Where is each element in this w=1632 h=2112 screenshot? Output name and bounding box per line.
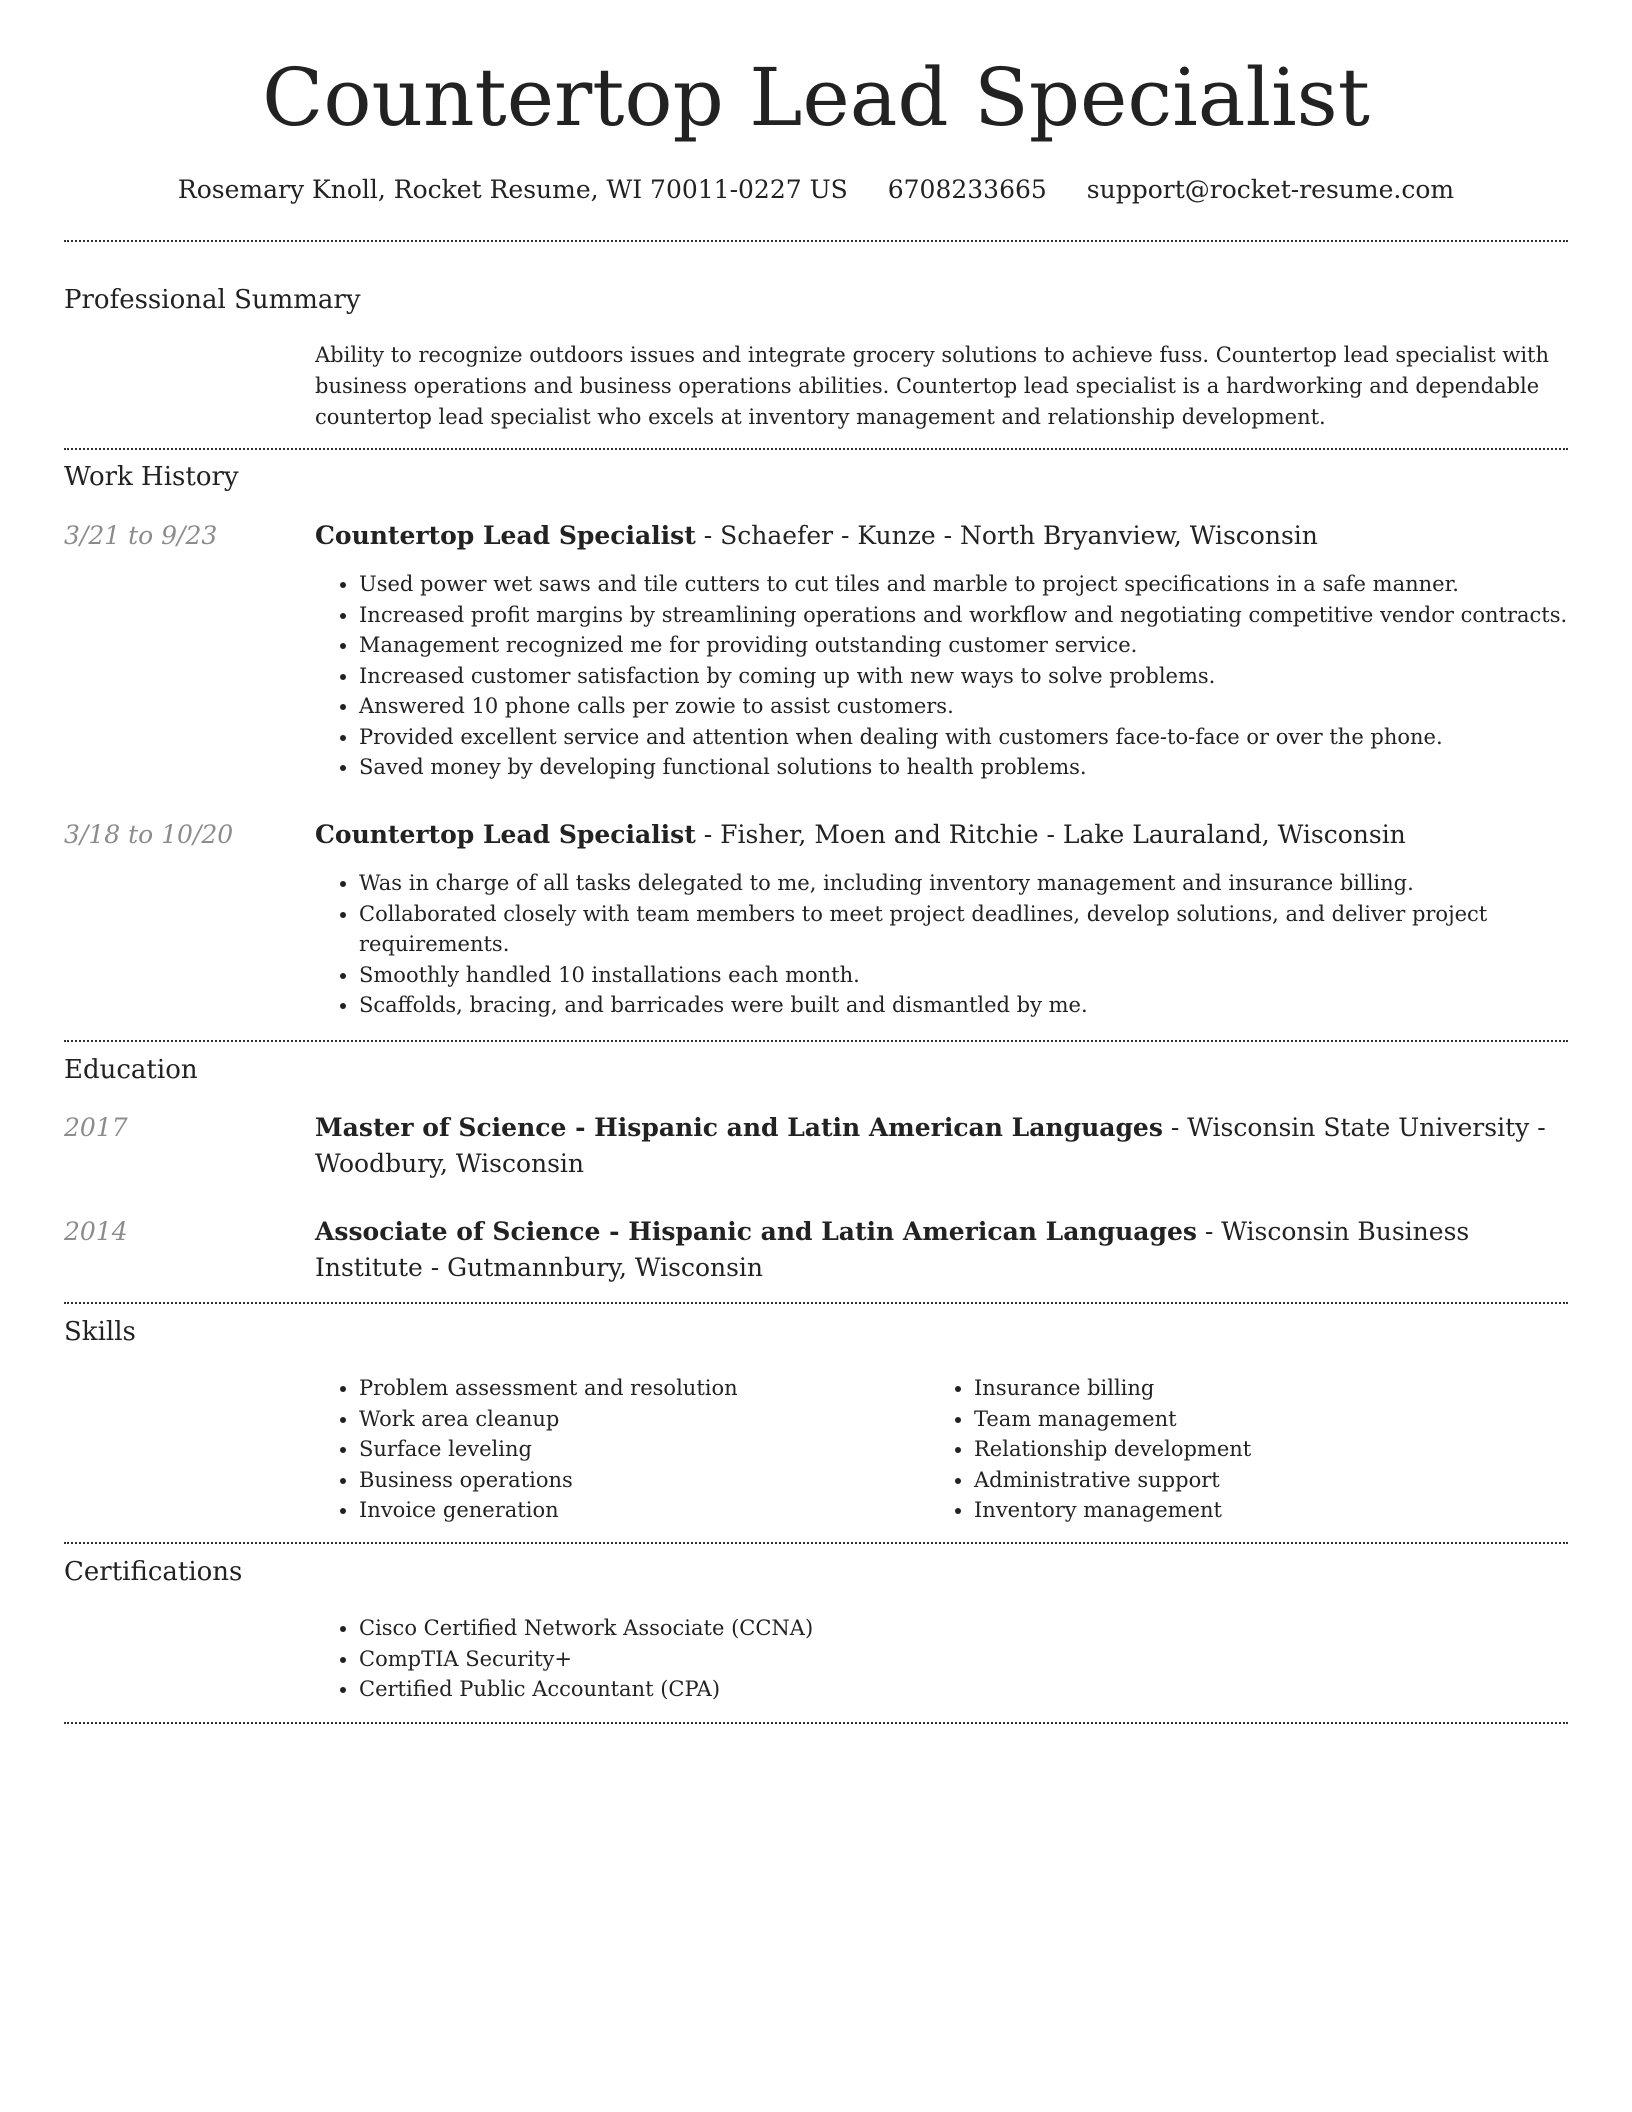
education-year: 2014 <box>64 1217 128 1246</box>
list-item: • Increased profit margins by streamlining operations and workflow and negotiating competitive vendor contracts. <box>359 600 1568 631</box>
section-title-skills: Skills <box>64 1317 136 1347</box>
list-item: • Problem assessment and resolution <box>359 1373 929 1404</box>
list-item: • Inventory management <box>974 1495 1568 1526</box>
list-item: • Answered 10 phone calls per zowie to assist customers. <box>359 691 1568 722</box>
list-item: • Used power wet saws and tile cutters to cut tiles and marble to project specifications in a safe manner. <box>359 569 1568 600</box>
summary-text: Ability to recognize outdoors issues and integrate grocery solutions to achieve fuss. Countertop lead specialist with business operations and business operations abilities. Countertop lead specialist is a hardworking and dependable countertop lead specialist who excels at inventory management and relationship development. <box>315 343 1550 429</box>
contact-phone: 6708233665 <box>887 175 1047 204</box>
list-item: • Smoothly handled 10 installations each month. <box>359 960 1568 991</box>
job-dates: 3/21 to 9/23 <box>64 521 218 550</box>
education-degree: Master of Science - Hispanic and Latin American Languages <box>315 1113 1163 1142</box>
list-item: • Certified Public Accountant (CPA) <box>359 1674 1568 1705</box>
list-item: • Saved money by developing functional solutions to health problems. <box>359 752 1568 783</box>
list-item: • Cisco Certified Network Associate (CCNA) <box>359 1613 1568 1644</box>
list-item: • Insurance billing <box>974 1373 1568 1404</box>
list-item: • Management recognized me for providing outstanding customer service. <box>359 630 1568 661</box>
job-role: Countertop Lead Specialist <box>315 521 696 550</box>
education-school: - Wisconsin Business Institute - Gutmannbury, Wisconsin <box>315 1217 1470 1282</box>
certifications-list <box>315 1613 1568 1705</box>
section-title-education: Education <box>64 1055 198 1085</box>
list-item: • Team management <box>974 1404 1568 1435</box>
section-title-certifications: Certifications <box>64 1557 243 1587</box>
job-title <box>315 518 1568 554</box>
list-item: • Administrative support <box>974 1465 1568 1496</box>
list-item: • Provided excellent service and attention when dealing with customers face-to-face or over the phone. <box>359 722 1568 753</box>
job-bullets <box>315 569 1568 783</box>
job-employer: - Schaefer - Kunze - North Bryanview, Wisconsin <box>695 521 1318 550</box>
contact-email: support@rocket-resume.com <box>1086 175 1455 204</box>
education-degree: Associate of Science - Hispanic and Latin American Languages <box>315 1217 1197 1246</box>
section-title-summary: Professional Summary <box>64 285 361 315</box>
divider <box>64 1542 1568 1544</box>
education-entry <box>315 1214 1568 1286</box>
list-item: • Increased customer satisfaction by coming up with new ways to solve problems. <box>359 661 1568 692</box>
job-bullets <box>315 868 1568 1021</box>
job-employer: - Fisher, Moen and Ritchie - Lake Lauraland, Wisconsin <box>695 820 1406 849</box>
skills-list-right <box>930 1373 1568 1526</box>
resume-name: Countertop Lead Specialist <box>262 51 1370 144</box>
list-item: • Was in charge of all tasks delegated to me, including inventory management and insurance billing. <box>359 868 1568 899</box>
list-item: • CompTIA Security+ <box>359 1644 1568 1675</box>
divider <box>64 1722 1568 1724</box>
list-item: • Scaffolds, bracing, and barricades were built and dismantled by me. <box>359 990 1568 1021</box>
education-school: - Wisconsin State University - Woodbury, Wisconsin <box>315 1113 1546 1178</box>
list-item: • Relationship development <box>974 1434 1568 1465</box>
divider <box>64 1040 1568 1042</box>
list-item: • Invoice generation <box>359 1495 929 1526</box>
education-year: 2017 <box>64 1113 128 1142</box>
contact-line <box>64 170 1568 210</box>
job-role: Countertop Lead Specialist <box>315 820 696 849</box>
divider <box>64 240 1568 242</box>
job-dates: 3/18 to 10/20 <box>64 820 234 849</box>
list-item: • Collaborated closely with team members to meet project deadlines, develop solutions, and deliver project requirements. <box>359 899 1568 960</box>
education-entry <box>315 1110 1568 1182</box>
contact-address: Rosemary Knoll, Rocket Resume, WI 70011-0227 US <box>177 175 848 204</box>
divider <box>64 448 1568 450</box>
list-item: • Work area cleanup <box>359 1404 929 1435</box>
list-item: • Surface leveling <box>359 1434 929 1465</box>
skills-list-left <box>315 1373 929 1526</box>
list-item: • Business operations <box>359 1465 929 1496</box>
job-title <box>315 817 1568 853</box>
section-title-work-history: Work History <box>64 462 239 492</box>
divider <box>64 1302 1568 1304</box>
